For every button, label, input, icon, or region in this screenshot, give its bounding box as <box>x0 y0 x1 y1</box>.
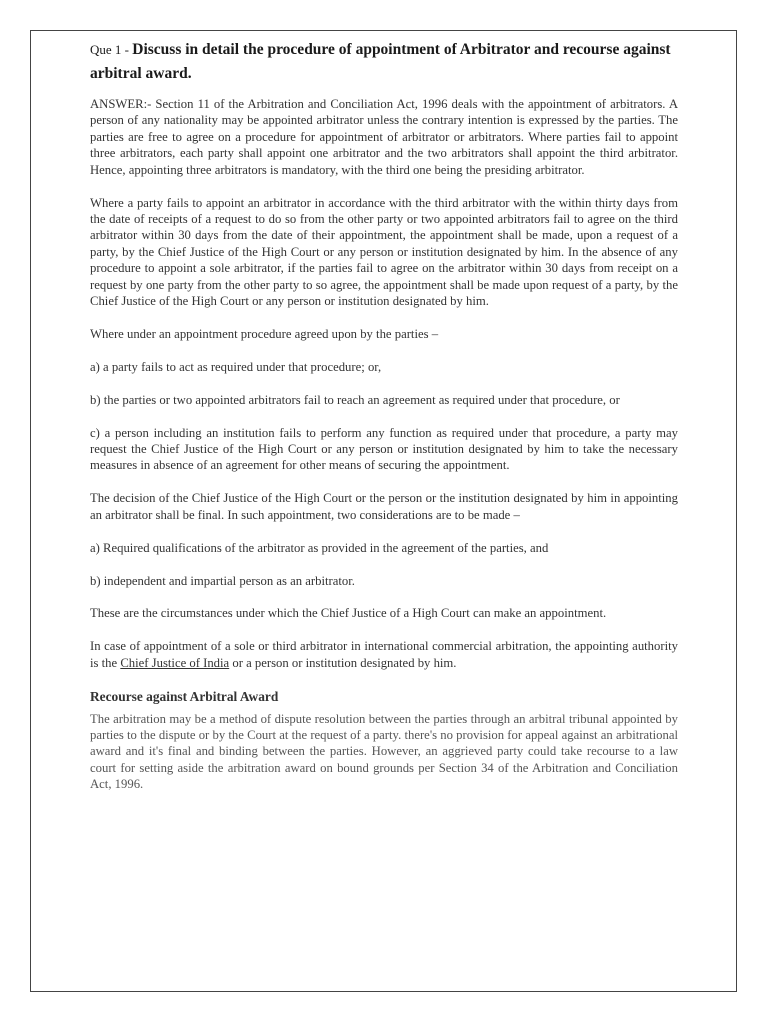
recourse-heading: Recourse against Arbitral Award <box>90 688 279 704</box>
consideration-b: b) independent and impartial person as an arbitrator. <box>90 573 355 588</box>
international-text-before: In case of appointment of a sole or third arbitrator in international commercial arbitration, the appointing authority is the <box>90 639 678 670</box>
list-item-a: a) a party fails to act as required under that procedure; or, <box>90 359 382 374</box>
question-heading <box>90 38 678 86</box>
international-text-after: or a person or institution designated by him. <box>229 655 457 670</box>
list-item-b: b) the parties or two appointed arbitrators fail to reach an agreement as required under that procedure, or <box>90 392 620 407</box>
document-body <box>90 38 678 809</box>
decision-paragraph: The decision of the Chief Justice of the High Court or the person or the institution designated by him in appointing an arbitrator shall be final. In such appointment, two considerations are to be made – <box>90 491 678 522</box>
question-title: Discuss in detail the procedure of appointment of Arbitrator and recourse against arbitral award. <box>90 41 671 82</box>
international-paragraph <box>90 638 678 671</box>
question-label: Que 1 - <box>90 42 133 57</box>
where-under-paragraph: Where under an appointment procedure agreed upon by the parties – <box>90 326 439 341</box>
consideration-a: a) Required qualifications of the arbitrator as provided in the agreement of the parties, and <box>90 540 549 555</box>
failure-paragraph: Where a party fails to appoint an arbitrator in accordance with the third arbitrator with the within thirty days from the date of receipts of a request to do so from the other party or two appointed arbitrators fail to agree on the third arbitrator within 30 days from the date of their appointment, the appointment shall be made, upon a request of a party, by the Chief Justice of the High Court or any person or institution designated by him. In the absence of any procedure to appoint a sole arbitrator, if the parties fail to agree on the arbitrator within 30 days from receipt on a request by one party from the other party to so agree, the appointment shall be made upon request of a party, by the Chief Justice of the High Court or any person or institution designated by him. <box>90 195 678 308</box>
list-item-c: c) a person including an institution fails to perform any function as required under that procedure, a party may request the Chief Justice of the High Court or any person or institution designated by him to take the necessary measures in absence of an agreement for other means of securing the appointment. <box>90 425 678 473</box>
chief-justice-of-india-link[interactable]: Chief Justice of India <box>120 655 230 670</box>
recourse-paragraph: The arbitration may be a method of dispute resolution between the parties through an arbitral tribunal appointed by parties to the dispute or by the Court at the request of a party. there's no provision for appeal against an arbitrational award and it's final and binding between the parties. However, an aggrieved party could take recourse to a law court for setting aside the arbitration award on bound grounds per Section 34 of the Arbitration and Conciliation Act, 1996. <box>90 711 678 792</box>
answer-paragraph: ANSWER:- Section 11 of the Arbitration and Conciliation Act, 1996 deals with the appointment of arbitrators. A person of any nationality may be appointed arbitrator unless the contrary intention is expressed by the parties. The parties are free to agree on a procedure for appointment of arbitrator or arbitrators. Where parties fail to appoint three arbitrators, each party shall appoint one arbitrator and the two arbitrators shall appoint the third arbitrator. Hence, appointing three arbitrators is mandatory, with the third one being the presiding arbitrator. <box>90 97 678 177</box>
circumstances-paragraph: These are the circumstances under which the Chief Justice of a High Court can make an appointment. <box>90 606 607 621</box>
